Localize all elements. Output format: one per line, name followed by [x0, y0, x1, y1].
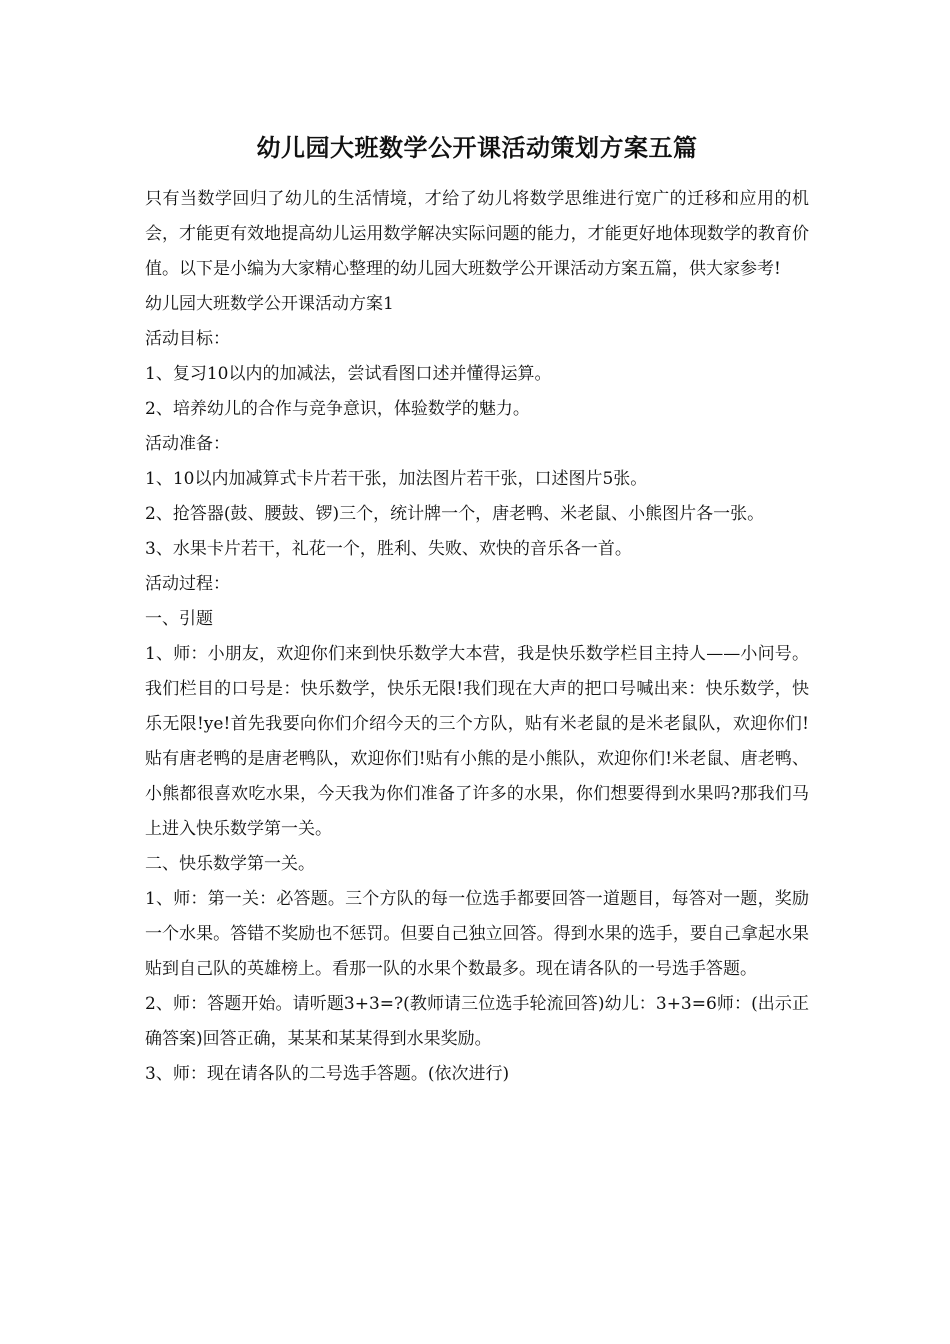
paragraph-goals-heading: 活动目标： — [145, 329, 230, 349]
paragraph-section-2-item-2: 2、师：答题开始。请听题3+3=?(教师请三位选手轮流回答)幼儿：3+3=6师：(出示正确答案)回答正确，某某和某某得到水果奖励。 — [145, 994, 809, 1049]
paragraph-goal-1: 1、复习10以内的加减法，尝试看图口述并懂得运算。 — [145, 364, 552, 384]
document-page — [145, 128, 809, 1092]
paragraph-section-2: 二、快乐数学第一关。 — [145, 854, 315, 874]
paragraph-section-2-item-3: 3、师：现在请各队的二号选手答题。(依次进行) — [145, 1064, 510, 1084]
paragraph-prep-1: 1、10以内加减算式卡片若干张，加法图片若干张，口述图片5张。 — [145, 469, 648, 489]
paragraph-prep-heading: 活动准备： — [145, 434, 230, 454]
paragraph-intro: 只有当数学回归了幼儿的生活情境，才给了幼儿将数学思维进行宽广的迁移和应用的机会，才能更有效地提高幼儿运用数学解决实际问题的能力，才能更好地体现数学的教育价值。以下是小编为大家精心整理的幼儿园大班数学公开课活动方案五篇，供大家参考! — [145, 189, 809, 279]
paragraph-section-1-item-1: 1、师：小朋友，欢迎你们来到快乐数学大本营，我是快乐数学栏目主持人——小问号。我们栏目的口号是：快乐数学，快乐无限!我们现在大声的把口号喊出来：快乐数学，快乐无限!ye!首先我要向你们介绍今天的三个方队，贴有米老鼠的是米老鼠队，欢迎你们!贴有唐老鸭的是唐老鸭队，欢迎你们!贴有小熊的是小熊队，欢迎你们!米老鼠、唐老鸭、小熊都很喜欢吃水果，今天我为你们准备了许多的水果，你们想要得到水果吗?那我们马上进入快乐数学第一关。 — [145, 644, 809, 839]
paragraph-prep-2: 2、抢答器(鼓、腰鼓、锣)三个，统计牌一个，唐老鸭、米老鼠、小熊图片各一张。 — [145, 504, 765, 524]
paragraph-section-1: 一、引题 — [145, 609, 213, 629]
paragraph-plan-1-heading: 幼儿园大班数学公开课活动方案1 — [145, 294, 394, 314]
paragraph-section-2-item-1: 1、师：第一关：必答题。三个方队的每一位选手都要回答一道题目，每答对一题，奖励一个水果。答错不奖励也不惩罚。但要自己独立回答。得到水果的选手，要自己拿起水果贴到自己队的英雄榜上。看那一队的水果个数最多。现在请各队的一号选手答题。 — [145, 889, 809, 979]
paragraph-goal-2: 2、培养幼儿的合作与竞争意识，体验数学的魅力。 — [145, 399, 530, 419]
paragraph-process-heading: 活动过程： — [145, 574, 230, 594]
document-title: 幼儿园大班数学公开课活动策划方案五篇 — [256, 133, 698, 162]
paragraph-prep-3: 3、水果卡片若干，礼花一个，胜利、失败、欢快的音乐各一首。 — [145, 539, 632, 559]
